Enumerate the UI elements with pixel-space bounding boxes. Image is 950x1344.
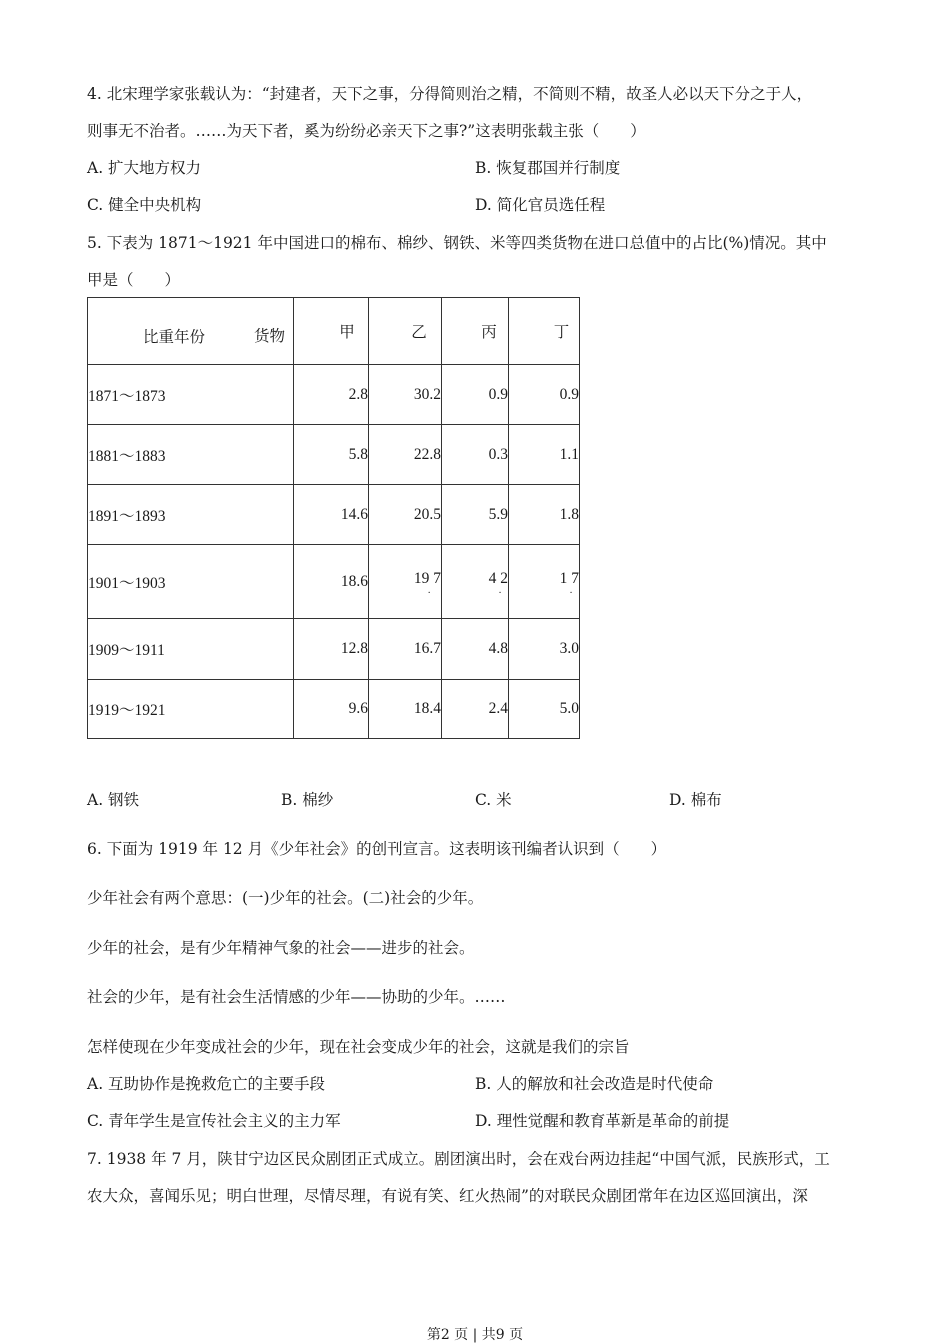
cell-yi: 30.2 <box>369 365 442 425</box>
q5-stem-line1: 5. 下表为 1871～1921 年中国进口的棉布、棉纱、钢铁、米等四类货物在进口总值中的占比(%)情况。其中 <box>87 234 827 252</box>
decimal-dot: · <box>569 588 573 599</box>
q7-stem-line1: 7. 1938 年 7 月，陕甘宁边区民众剧团正式成立。剧团演出时，会在戏台两边挂起“中国气派，民族形式，工 <box>87 1150 830 1168</box>
table-header-row <box>88 298 580 365</box>
q5-option-b[interactable]: B. 棉纱 <box>281 791 334 809</box>
q5-stem-line2: 甲是（ ） <box>87 271 181 289</box>
q4-stem-line2: 则事无不治者。……为天下者，奚为纷纷必亲天下之事?”这表明张载主张（ ） <box>87 122 646 140</box>
q5-option-a[interactable]: A. 钢铁 <box>87 791 140 809</box>
cell-bing: 2.4 <box>442 680 509 739</box>
cell-yi-dotted <box>369 545 442 619</box>
q6-quote-line: 怎样使现在少年变成社会的少年，现在社会变成少年的社会，这就是我们的宗旨 <box>87 1038 630 1056</box>
table-row <box>88 425 580 485</box>
cell-bing: 4.8 <box>442 619 509 680</box>
q5-option-d[interactable]: D. 棉布 <box>669 791 722 809</box>
q6-option-a[interactable]: A. 互助协作是挽救危亡的主要手段 <box>87 1075 326 1093</box>
cell-bing: 0.9 <box>442 365 509 425</box>
q7-stem-line2: 农大众，喜闻乐见；明白世理，尽情尽理，有说有笑、红火热闹”的对联民众剧团常年在边区巡回演出，深 <box>87 1187 808 1205</box>
cell-yi-value: 19 7 <box>413 570 441 587</box>
table-row <box>88 365 580 425</box>
cell-yi: 18.4 <box>369 680 442 739</box>
import-share-table <box>87 297 580 739</box>
cell-jia: 9.6 <box>294 680 369 739</box>
cell-yi: 16.7 <box>369 619 442 680</box>
cell-ding-dotted <box>509 545 580 619</box>
q6-quote-line: 少年社会有两个意思：(一)少年的社会。(二)社会的少年。 <box>87 889 484 907</box>
cell-bing-value: 4 2 <box>488 570 508 587</box>
table-header-diagonal-cell <box>88 298 294 365</box>
cell-jia: 2.8 <box>294 365 369 425</box>
table-row <box>88 619 580 680</box>
cell-jia: 12.8 <box>294 619 369 680</box>
row-year: 1919～1921 <box>88 680 294 739</box>
cell-yi: 20.5 <box>369 485 442 545</box>
page-footer: 第2 页 | 共9 页 <box>426 1327 524 1343</box>
header-year-label: 比重年份 <box>143 329 206 346</box>
q6-option-b[interactable]: B. 人的解放和社会改造是时代使命 <box>475 1075 714 1093</box>
cell-jia: 5.8 <box>294 425 369 485</box>
cell-ding: 5.0 <box>509 680 580 739</box>
q6-stem: 6. 下面为 1919 年 12 月《少年社会》的创刊宣言。这表明该刊编者认识到（ ） <box>87 840 667 858</box>
header-col-ding: 丁 <box>509 298 580 365</box>
table-row <box>88 680 580 739</box>
cell-ding: 3.0 <box>509 619 580 680</box>
q6-option-d[interactable]: D. 理性觉醒和教育革新是革命的前提 <box>475 1112 730 1130</box>
q4-option-c[interactable]: C. 健全中央机构 <box>87 196 202 214</box>
cell-ding: 1.1 <box>509 425 580 485</box>
table-row <box>88 485 580 545</box>
cell-ding: 1.8 <box>509 485 580 545</box>
cell-ding-value: 1 7 <box>559 570 579 587</box>
cell-jia: 14.6 <box>294 485 369 545</box>
row-year: 1901～1903 <box>88 545 294 619</box>
q4-option-d[interactable]: D. 简化官员选任程 <box>475 196 606 214</box>
header-col-jia: 甲 <box>294 298 369 365</box>
q6-option-c[interactable]: C. 青年学生是宣传社会主义的主力军 <box>87 1112 341 1130</box>
cell-jia: 18.6 <box>294 545 369 619</box>
table-row <box>88 545 580 619</box>
header-col-yi: 乙 <box>369 298 442 365</box>
row-year: 1881～1883 <box>88 425 294 485</box>
q6-quote-line: 少年的社会，是有少年精神气象的社会——进步的社会。 <box>87 939 475 957</box>
q6-quote-line: 社会的少年，是有社会生活情感的少年——协助的少年。…… <box>87 988 506 1006</box>
q4-stem-line1: 4. 北宋理学家张载认为：“封建者，天下之事，分得简则治之精，不简则不精，故圣人必以天下分之于人， <box>87 85 813 103</box>
q4-option-b[interactable]: B. 恢复郡国并行制度 <box>475 159 621 177</box>
cell-yi: 22.8 <box>369 425 442 485</box>
header-goods-label: 货物 <box>254 328 286 345</box>
cell-bing-dotted <box>442 545 509 619</box>
decimal-dot: · <box>427 588 431 599</box>
cell-ding: 0.9 <box>509 365 580 425</box>
header-col-bing: 丙 <box>442 298 509 365</box>
cell-bing: 5.9 <box>442 485 509 545</box>
row-year: 1871～1873 <box>88 365 294 425</box>
q5-option-c[interactable]: C. 米 <box>475 791 512 809</box>
cell-bing: 0.3 <box>442 425 509 485</box>
q4-option-a[interactable]: A. 扩大地方权力 <box>87 159 202 177</box>
row-year: 1891～1893 <box>88 485 294 545</box>
row-year: 1909～1911 <box>88 619 294 680</box>
decimal-dot: · <box>498 588 502 599</box>
